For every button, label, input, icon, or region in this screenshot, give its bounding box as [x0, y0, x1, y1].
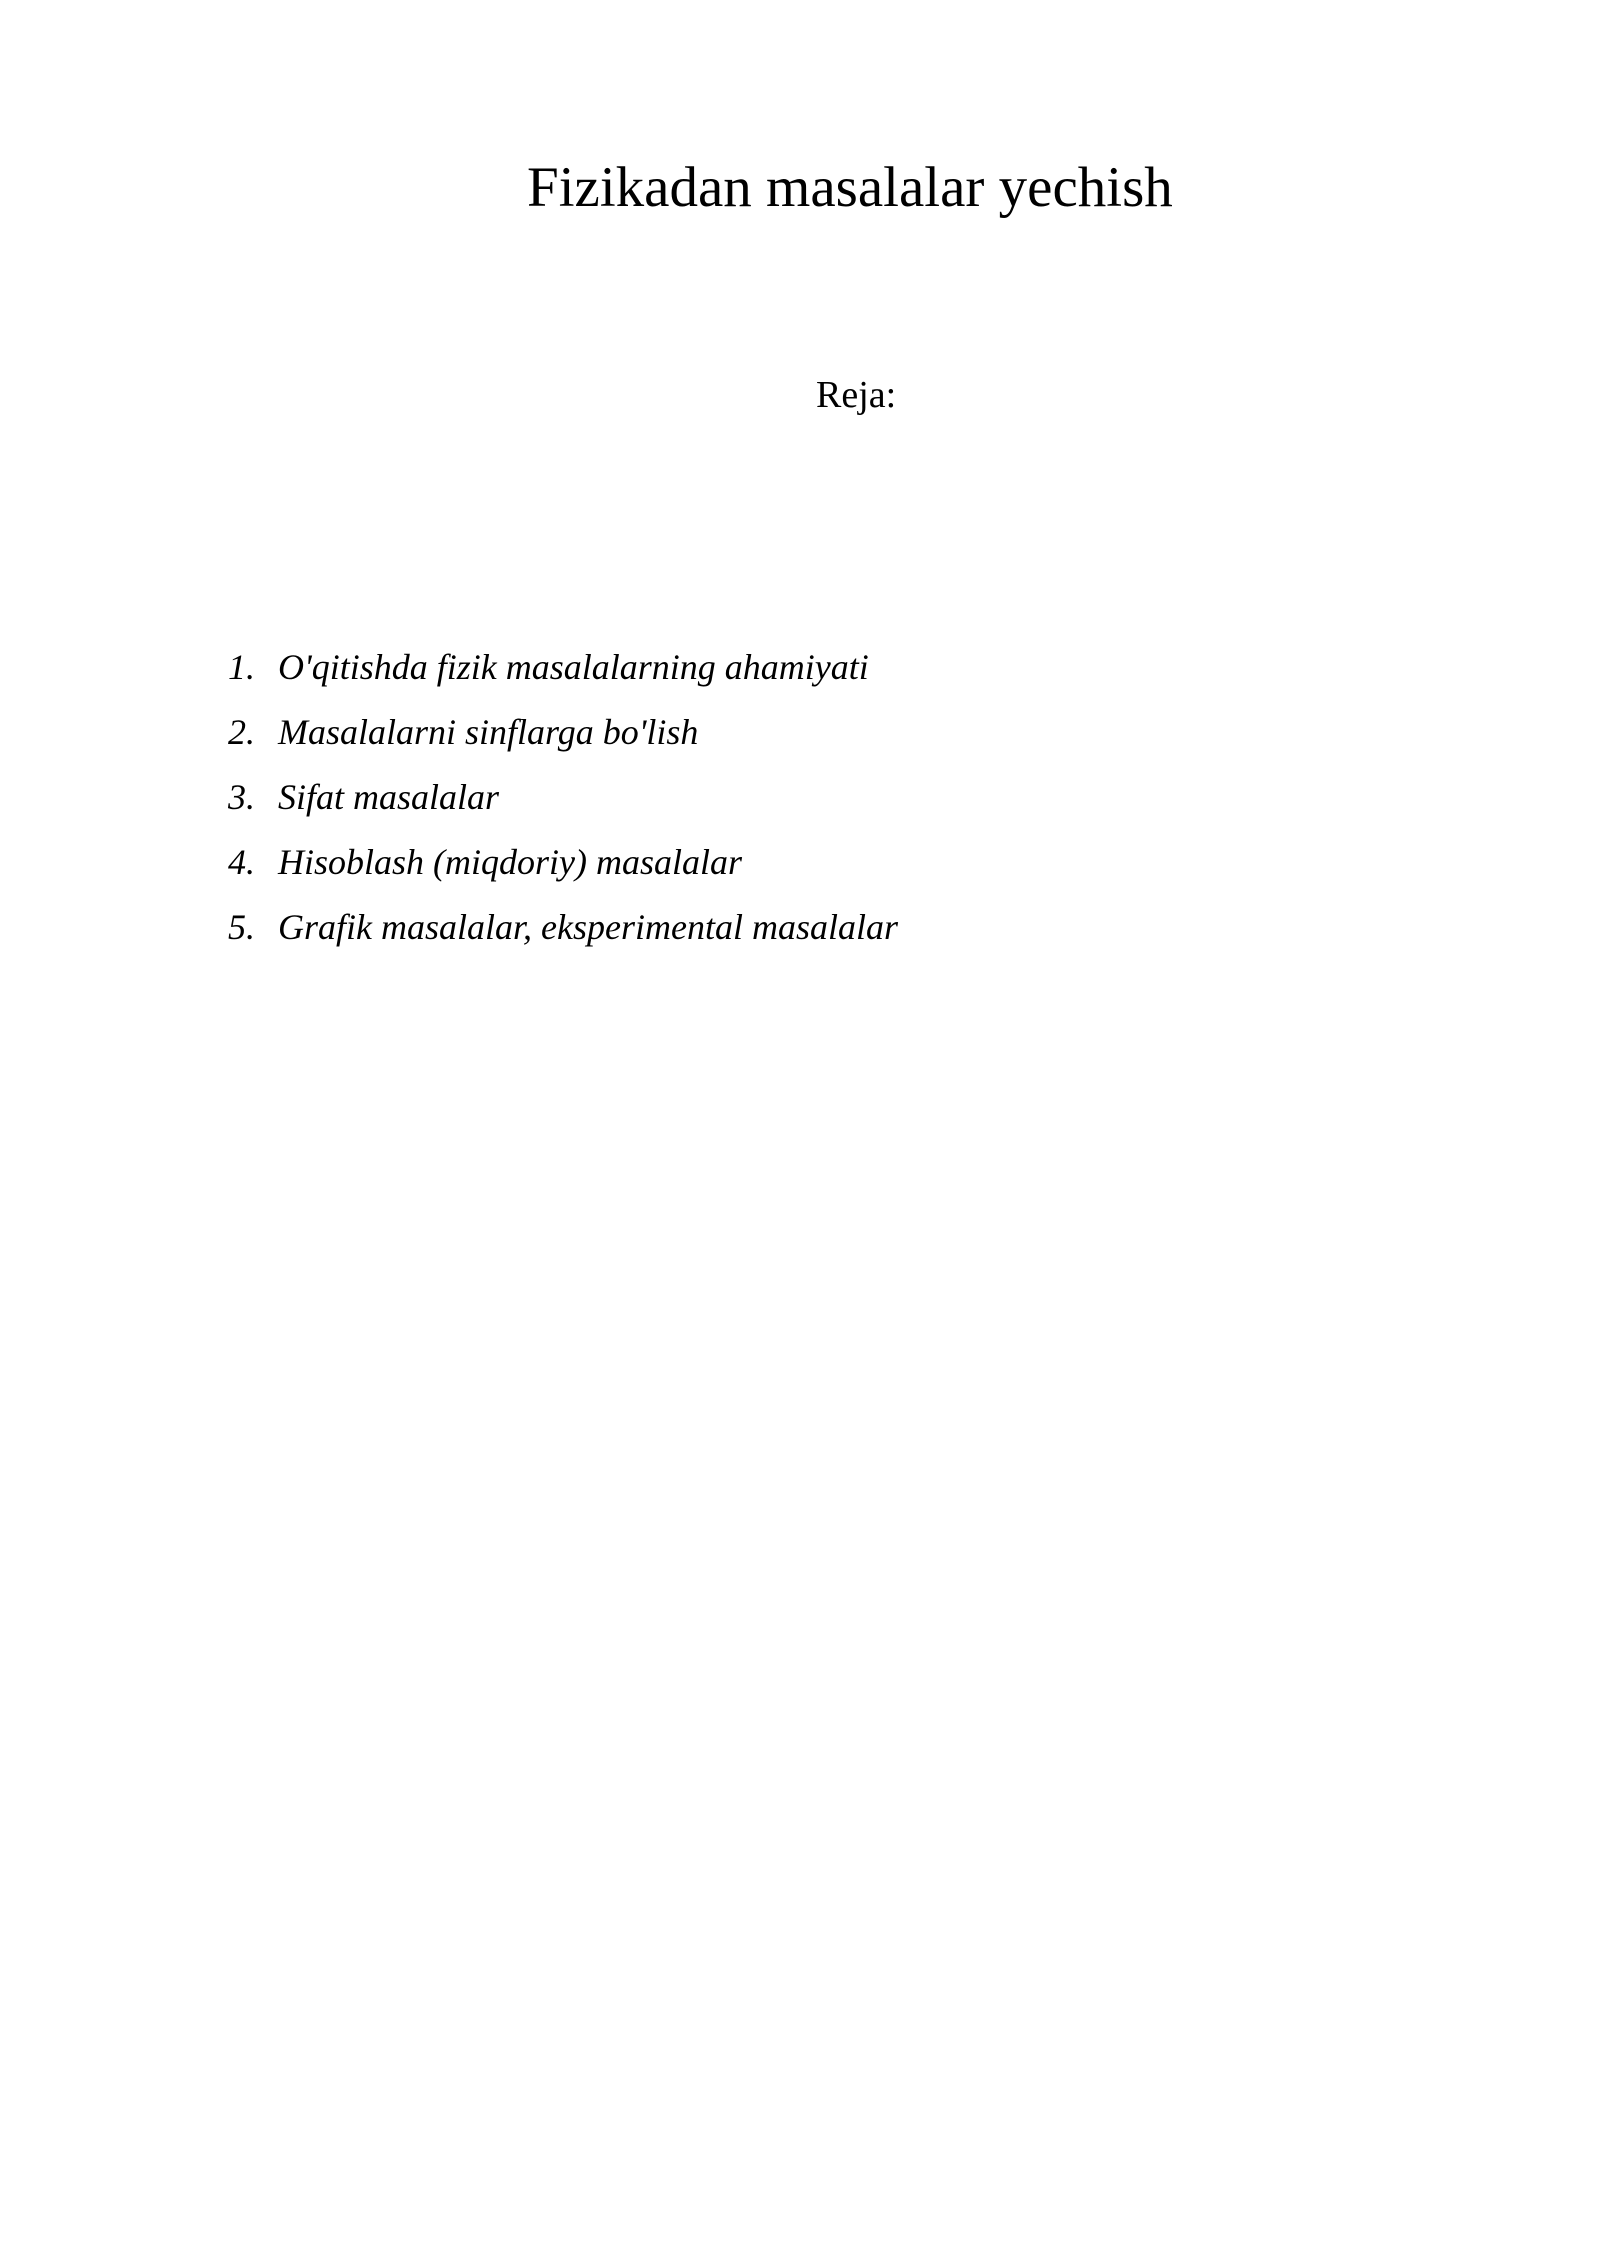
plan-item-3 — [228, 772, 898, 837]
plan-heading: Reja: — [816, 374, 897, 416]
plan-item-text: Sifat masalalar — [278, 777, 500, 817]
plan-item-number: 4. — [228, 842, 255, 882]
plan-item-text: Grafik masalalar, eksperimental masalalar — [278, 907, 898, 947]
plan-item-number: 5. — [228, 907, 255, 947]
plan-item-number: 3. — [228, 777, 255, 817]
plan-item-5 — [228, 902, 898, 967]
document-title: Fizikadan masalalar yechish — [527, 156, 1173, 219]
plan-item-number: 1. — [228, 647, 255, 687]
plan-item-number: 2. — [228, 712, 255, 752]
plan-list — [228, 642, 898, 967]
plan-item-text: Masalalarni sinflarga bo'lish — [278, 712, 699, 752]
plan-item-1 — [228, 642, 898, 707]
plan-item-4 — [228, 837, 898, 902]
plan-item-2 — [228, 707, 898, 772]
plan-item-text: Hisoblash (miqdoriy) masalalar — [278, 842, 743, 882]
plan-item-text: O'qitishda fizik masalalarning ahamiyati — [278, 647, 869, 687]
